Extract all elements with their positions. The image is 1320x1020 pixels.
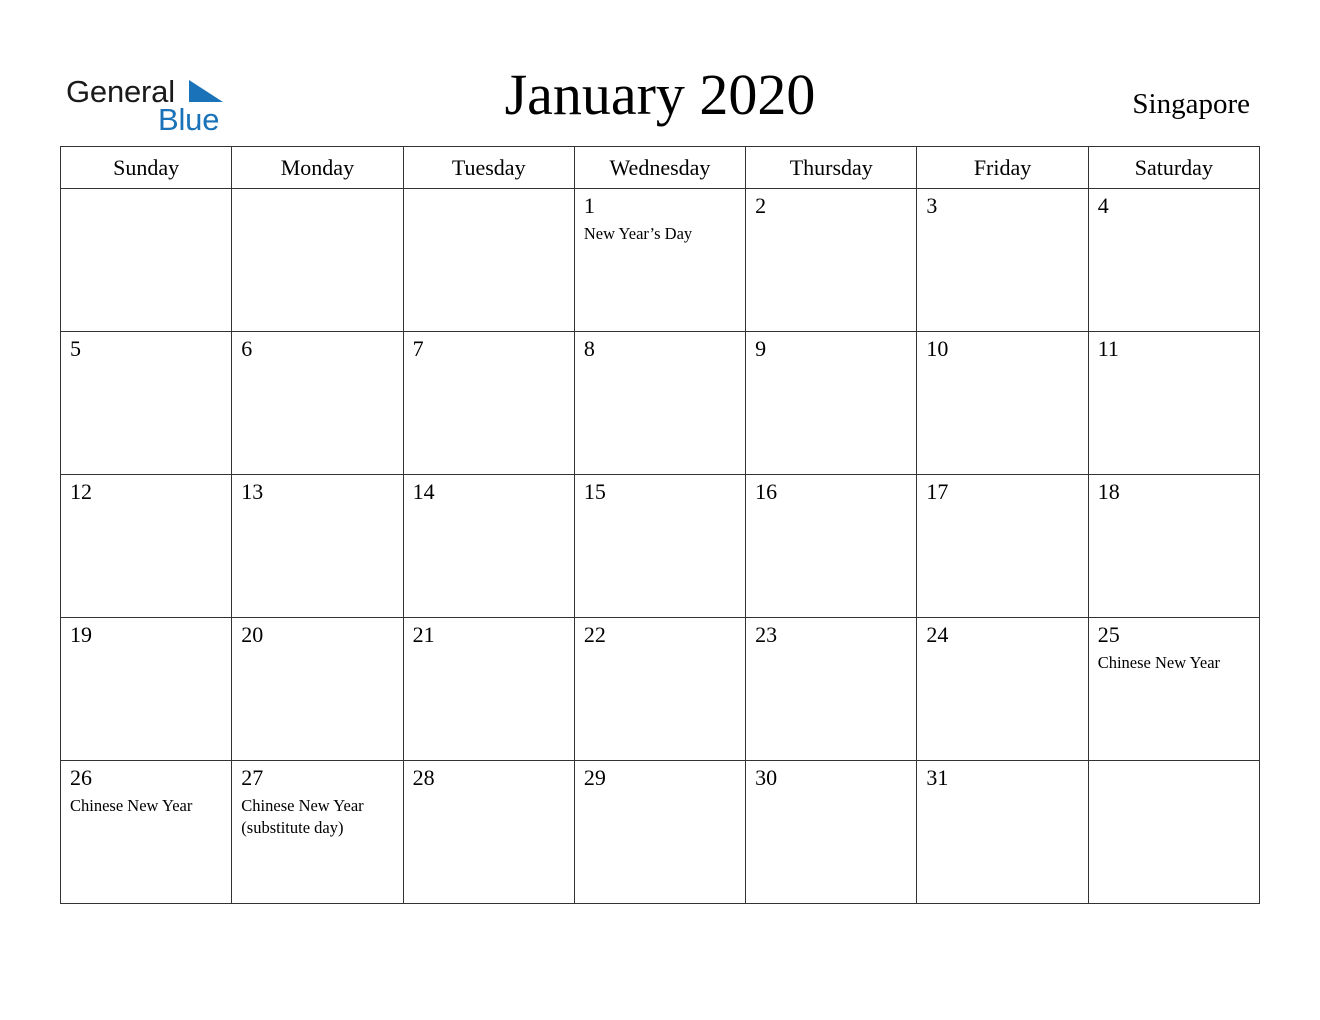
calendar-title: January 2020 — [504, 62, 816, 127]
brand-logo-text-general: General — [66, 74, 175, 109]
empty-day-cell — [61, 189, 232, 332]
day-cell — [403, 618, 574, 761]
day-cell — [1088, 618, 1259, 761]
empty-day-cell — [1088, 761, 1259, 904]
day-number: 5 — [70, 336, 81, 361]
day-cell — [574, 618, 745, 761]
day-number: 6 — [241, 336, 253, 361]
calendar-week-row — [61, 475, 1260, 618]
brand-logo-text-blue: Blue — [158, 102, 220, 137]
day-number: 9 — [755, 336, 767, 361]
holiday-label: Chinese New Year — [1097, 653, 1221, 672]
day-number: 15 — [583, 479, 606, 504]
day-number: 8 — [583, 336, 595, 361]
day-number: 19 — [70, 622, 92, 647]
weekday-header-tuesday: Tuesday — [403, 147, 574, 189]
day-cell — [61, 618, 232, 761]
day-number: 25 — [1097, 622, 1120, 647]
day-number: 23 — [755, 622, 778, 647]
day-cell — [917, 189, 1088, 332]
day-number: 11 — [1097, 336, 1119, 361]
day-cell — [746, 618, 917, 761]
day-number: 26 — [70, 765, 92, 790]
day-cell — [1088, 189, 1259, 332]
day-number: 18 — [1097, 479, 1120, 504]
day-number: 27 — [241, 765, 264, 790]
day-cell — [61, 761, 232, 904]
day-number: 16 — [755, 479, 778, 504]
day-number: 22 — [583, 622, 606, 647]
day-number: 17 — [926, 479, 949, 504]
month-calendar-grid — [60, 146, 1260, 904]
day-cell — [574, 475, 745, 618]
day-cell — [746, 332, 917, 475]
day-cell — [403, 761, 574, 904]
day-cell — [232, 618, 403, 761]
empty-day-cell — [403, 189, 574, 332]
day-cell — [574, 332, 745, 475]
day-cell — [232, 332, 403, 475]
day-cell — [917, 475, 1088, 618]
day-number: 2 — [755, 193, 767, 218]
calendar-week-row — [61, 189, 1260, 332]
country-label: Singapore — [1132, 88, 1250, 120]
day-number: 7 — [412, 336, 424, 361]
day-number: 21 — [412, 622, 435, 647]
holiday-label: New Year’s Day — [583, 224, 693, 243]
calendar-week-row — [61, 332, 1260, 475]
day-cell — [61, 475, 232, 618]
day-cell — [746, 189, 917, 332]
day-number: 20 — [241, 622, 264, 647]
calendar-week-row — [61, 618, 1260, 761]
day-cell — [1088, 332, 1259, 475]
holiday-label: Chinese New Year — [70, 796, 193, 815]
day-cell — [232, 475, 403, 618]
weekday-header-saturday: Saturday — [1088, 147, 1259, 189]
day-cell — [917, 618, 1088, 761]
day-cell — [746, 475, 917, 618]
day-number: 28 — [412, 765, 435, 790]
weekday-header-wednesday: Wednesday — [574, 147, 745, 189]
day-cell — [61, 332, 232, 475]
day-number: 14 — [412, 479, 435, 504]
day-number: 13 — [241, 479, 264, 504]
day-number: 31 — [926, 765, 949, 790]
calendar-week-row — [61, 761, 1260, 904]
day-number: 29 — [583, 765, 606, 790]
day-number: 30 — [755, 765, 778, 790]
calendar-body — [61, 189, 1260, 904]
day-cell — [1088, 475, 1259, 618]
day-number: 24 — [926, 622, 949, 647]
weekday-header-friday: Friday — [917, 147, 1088, 189]
day-cell — [403, 332, 574, 475]
day-cell — [917, 761, 1088, 904]
day-number: 3 — [926, 193, 938, 218]
day-cell — [574, 761, 745, 904]
day-cell — [232, 761, 403, 904]
day-cell — [746, 761, 917, 904]
day-cell — [917, 332, 1088, 475]
weekday-header-monday: Monday — [232, 147, 403, 189]
holiday-label: Chinese New Year (substitute day) — [241, 796, 364, 837]
day-number: 1 — [583, 193, 595, 218]
day-number: 4 — [1097, 193, 1109, 218]
weekday-header-sunday: Sunday — [61, 147, 232, 189]
empty-day-cell — [232, 189, 403, 332]
day-cell — [403, 475, 574, 618]
weekday-header-thursday: Thursday — [746, 147, 917, 189]
day-number: 12 — [70, 479, 92, 504]
day-number: 10 — [926, 336, 949, 361]
weekday-header-row — [61, 147, 1260, 189]
day-cell — [574, 189, 745, 332]
